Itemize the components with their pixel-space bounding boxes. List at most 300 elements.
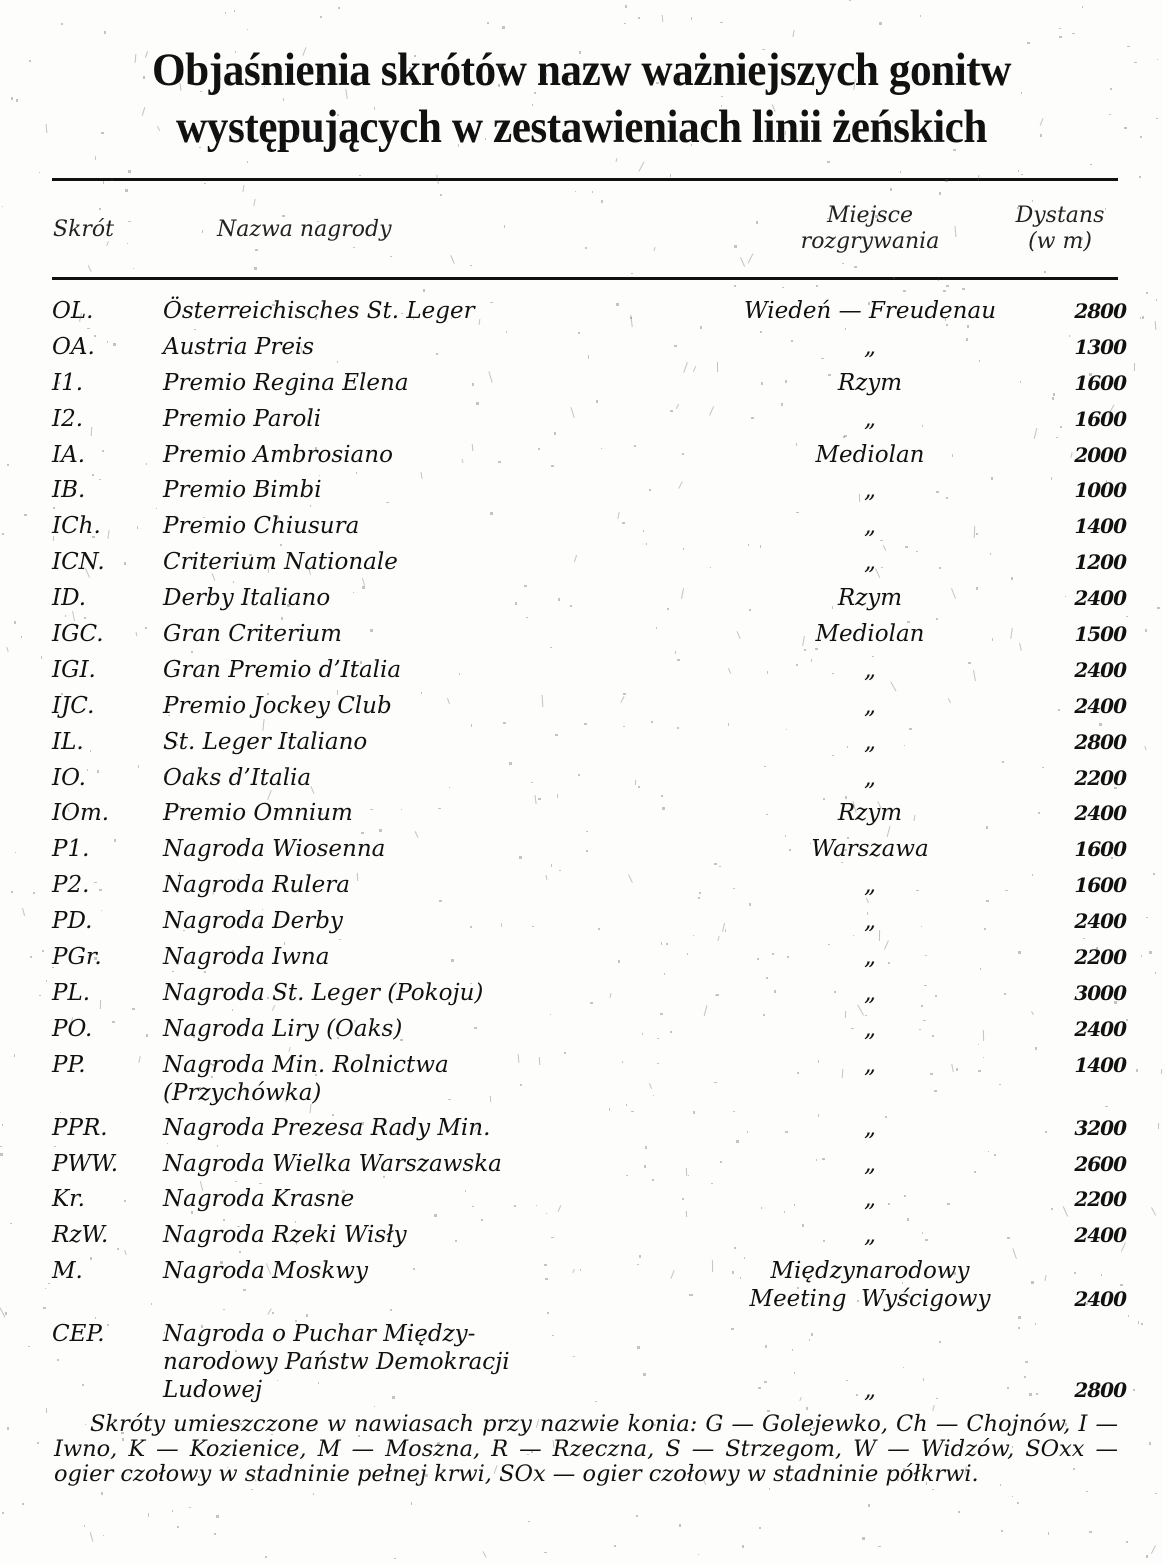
speck bbox=[952, 454, 953, 456]
speck bbox=[980, 968, 981, 970]
row-abbreviation: IB. bbox=[52, 477, 86, 504]
speck bbox=[386, 502, 389, 503]
speck bbox=[939, 192, 941, 195]
speck bbox=[637, 1346, 640, 1349]
speck bbox=[618, 960, 619, 963]
speck bbox=[95, 1317, 97, 1319]
prize-name-line: Gran Premio d’Italia bbox=[163, 656, 402, 683]
table-row bbox=[0, 1114, 1163, 1150]
speck bbox=[802, 1224, 804, 1227]
speck bbox=[102, 450, 104, 453]
speck bbox=[383, 1176, 386, 1178]
speck bbox=[320, 16, 321, 17]
speck bbox=[287, 604, 289, 606]
speck bbox=[811, 1333, 813, 1336]
speck bbox=[782, 1426, 783, 1427]
speck bbox=[1025, 1361, 1027, 1363]
row-distance: 2800 bbox=[1074, 299, 1126, 323]
speck bbox=[164, 774, 167, 776]
speck bbox=[900, 171, 901, 173]
speck bbox=[698, 1554, 699, 1555]
speck bbox=[138, 765, 139, 768]
speck bbox=[670, 1031, 672, 1033]
speck bbox=[1017, 1502, 1019, 1504]
speck bbox=[1105, 1106, 1108, 1108]
table-row bbox=[0, 1320, 1163, 1406]
table-row bbox=[0, 441, 1163, 477]
speck bbox=[1128, 1315, 1129, 1317]
speck bbox=[337, 1037, 339, 1039]
speck bbox=[132, 1008, 135, 1010]
row-abbreviation: ICN. bbox=[52, 549, 105, 576]
speck bbox=[39, 995, 41, 996]
speck bbox=[907, 621, 910, 623]
speck bbox=[1044, 271, 1045, 274]
venue-line: „ bbox=[864, 979, 876, 1006]
speck bbox=[670, 174, 672, 177]
speck bbox=[849, 0, 851, 1]
speck bbox=[1160, 1069, 1162, 1074]
speck bbox=[459, 673, 460, 676]
row-distance: 1600 bbox=[1074, 873, 1126, 898]
speck bbox=[458, 144, 459, 147]
speck bbox=[1085, 1303, 1088, 1305]
speck bbox=[92, 474, 94, 476]
table-top-rule bbox=[52, 178, 1118, 181]
speck bbox=[1158, 1123, 1159, 1129]
speck bbox=[1156, 299, 1158, 301]
speck bbox=[296, 135, 298, 137]
speck bbox=[1059, 36, 1062, 39]
speck bbox=[46, 980, 47, 983]
row-abbreviation: IOm. bbox=[52, 800, 110, 827]
speck bbox=[245, 1089, 247, 1092]
prize-name-line: Nagroda Rzeki Wisły bbox=[163, 1222, 407, 1249]
table-row bbox=[0, 1257, 1163, 1320]
row-distance: 1600 bbox=[1074, 370, 1126, 395]
speck bbox=[448, 1099, 451, 1100]
speck bbox=[545, 73, 547, 76]
venue-line: „ bbox=[864, 656, 876, 683]
venue-line: „ bbox=[864, 549, 876, 576]
speck bbox=[547, 1312, 549, 1315]
table-row bbox=[0, 692, 1163, 728]
speck bbox=[1139, 176, 1141, 178]
speck bbox=[785, 835, 786, 837]
row-abbreviation: I1. bbox=[52, 369, 84, 396]
speck bbox=[622, 522, 625, 524]
speck bbox=[221, 1126, 222, 1127]
speck bbox=[813, 1427, 816, 1429]
row-prize-name bbox=[163, 871, 350, 899]
row-prize-name bbox=[163, 692, 392, 720]
speck bbox=[878, 930, 879, 941]
speck bbox=[711, 1183, 714, 1184]
speck bbox=[10, 1223, 11, 1225]
table-row bbox=[0, 1150, 1163, 1186]
speck bbox=[211, 1076, 213, 1078]
speck bbox=[30, 956, 32, 959]
speck bbox=[284, 942, 285, 945]
speck bbox=[504, 225, 505, 228]
speck bbox=[1081, 237, 1083, 240]
prize-name-line: Nagroda Moskwy bbox=[163, 1258, 368, 1285]
speck bbox=[267, 997, 269, 999]
speck bbox=[656, 627, 657, 629]
speck bbox=[623, 726, 625, 727]
prize-name-line: Criterium Nationale bbox=[163, 549, 398, 576]
title-line-2: występujących w zestawieniach linii żeńskich bbox=[176, 101, 987, 153]
speck bbox=[124, 562, 126, 565]
speck bbox=[321, 813, 323, 815]
speck bbox=[283, 98, 284, 101]
row-venue bbox=[700, 1150, 1040, 1178]
venue-line: „ bbox=[864, 1377, 876, 1404]
speck bbox=[749, 609, 751, 611]
speck bbox=[1000, 1484, 1001, 1486]
speck bbox=[1093, 672, 1095, 674]
speck bbox=[764, 766, 765, 768]
speck bbox=[111, 180, 113, 181]
prize-name-line: Nagroda Derby bbox=[163, 908, 343, 935]
speck bbox=[94, 335, 96, 338]
row-abbreviation: CEP. bbox=[52, 1321, 105, 1348]
speck bbox=[361, 1122, 364, 1125]
speck bbox=[616, 158, 618, 162]
speck bbox=[16, 99, 18, 102]
speck bbox=[579, 51, 580, 54]
speck bbox=[415, 139, 416, 141]
speck bbox=[407, 1126, 409, 1127]
speck bbox=[766, 977, 768, 979]
speck bbox=[1074, 1272, 1076, 1274]
speck bbox=[661, 795, 663, 797]
speck bbox=[1011, 577, 1013, 580]
speck bbox=[1005, 890, 1008, 891]
speck bbox=[654, 1424, 656, 1427]
row-prize-name bbox=[163, 1051, 449, 1107]
speck bbox=[1114, 787, 1117, 789]
speck bbox=[791, 340, 793, 342]
row-prize-name bbox=[163, 405, 321, 433]
speck bbox=[921, 1005, 923, 1008]
speck bbox=[235, 1350, 237, 1352]
speck bbox=[938, 279, 939, 281]
row-distance: 3200 bbox=[1074, 1115, 1126, 1140]
speck bbox=[133, 268, 134, 269]
speck bbox=[239, 1423, 242, 1424]
speck bbox=[97, 770, 99, 773]
speck bbox=[575, 191, 576, 192]
speck bbox=[868, 1504, 870, 1507]
speck bbox=[544, 1264, 546, 1266]
table-row bbox=[0, 979, 1163, 1015]
speck bbox=[986, 900, 989, 902]
table-row bbox=[0, 799, 1163, 835]
speck bbox=[1001, 1429, 1003, 1432]
speck bbox=[225, 12, 226, 13]
row-distance: 3000 bbox=[1074, 980, 1126, 1005]
prize-name-line: Nagroda Krasne bbox=[163, 1186, 355, 1213]
speck bbox=[362, 586, 364, 589]
row-venue bbox=[700, 1015, 1040, 1043]
speck bbox=[902, 1282, 903, 1284]
speck bbox=[99, 208, 101, 210]
speck bbox=[423, 289, 425, 292]
speck bbox=[728, 723, 729, 726]
speck bbox=[206, 1380, 208, 1381]
speck bbox=[7, 1427, 9, 1430]
speck bbox=[455, 1240, 457, 1243]
speck bbox=[247, 161, 249, 164]
row-distance: 1500 bbox=[1074, 622, 1126, 647]
speck bbox=[625, 5, 627, 8]
speck bbox=[890, 188, 892, 191]
table-row bbox=[0, 333, 1163, 369]
speck bbox=[623, 693, 626, 695]
speck bbox=[113, 343, 116, 345]
speck bbox=[626, 1104, 627, 1107]
row-distance: 2400 bbox=[1074, 1016, 1126, 1041]
page-title bbox=[47, 42, 1117, 156]
speck bbox=[586, 831, 588, 833]
speck bbox=[816, 1159, 817, 1161]
speck bbox=[616, 303, 619, 306]
speck bbox=[84, 1525, 85, 1528]
speck bbox=[725, 929, 727, 932]
speck bbox=[749, 903, 752, 906]
speck bbox=[99, 889, 102, 891]
speck bbox=[687, 953, 688, 955]
row-abbreviation: IA. bbox=[52, 441, 86, 468]
speck bbox=[445, 311, 447, 314]
venue-line: Międzynarodowy bbox=[770, 1258, 970, 1285]
speck bbox=[297, 960, 299, 962]
speck bbox=[122, 1438, 124, 1441]
speck bbox=[1133, 1389, 1135, 1391]
speck bbox=[527, 1454, 529, 1455]
speck bbox=[867, 961, 868, 962]
header-prize-name: Nazwa nagrody bbox=[217, 217, 392, 242]
speck bbox=[904, 1195, 906, 1198]
row-abbreviation: P2. bbox=[52, 872, 90, 899]
venue-line: „ bbox=[864, 1186, 876, 1213]
speck bbox=[748, 544, 750, 546]
speck bbox=[693, 935, 694, 936]
speck bbox=[1065, 1423, 1067, 1426]
speck bbox=[1048, 1532, 1049, 1534]
speck bbox=[638, 17, 640, 19]
speck bbox=[691, 17, 692, 20]
row-prize-name bbox=[163, 441, 393, 469]
speck bbox=[449, 787, 450, 789]
speck bbox=[580, 1269, 581, 1271]
speck bbox=[586, 850, 588, 852]
speck bbox=[936, 491, 939, 493]
row-abbreviation: PPR. bbox=[52, 1114, 108, 1141]
prize-name-line: Nagroda Prezesa Rady Min. bbox=[163, 1114, 491, 1141]
row-venue bbox=[700, 333, 1040, 361]
speck bbox=[1073, 999, 1076, 1000]
speck bbox=[1042, 767, 1043, 768]
speck bbox=[95, 156, 96, 160]
header-distance-line-1: Dystans bbox=[1015, 203, 1105, 228]
speck bbox=[821, 358, 823, 360]
speck bbox=[584, 723, 587, 725]
table-row bbox=[0, 1185, 1163, 1221]
speck bbox=[498, 461, 501, 463]
speck bbox=[1032, 200, 1033, 203]
speck bbox=[857, 1300, 859, 1303]
speck bbox=[183, 930, 185, 931]
speck bbox=[635, 780, 636, 785]
speck bbox=[744, 1257, 745, 1259]
speck bbox=[828, 944, 831, 945]
speck bbox=[1012, 1446, 1014, 1448]
speck bbox=[670, 410, 673, 412]
speck bbox=[555, 734, 558, 735]
speck bbox=[249, 554, 252, 556]
speck bbox=[1012, 1496, 1014, 1497]
row-distance: 2200 bbox=[1074, 945, 1126, 970]
speck bbox=[614, 1545, 616, 1547]
speck bbox=[11, 97, 13, 100]
speck bbox=[551, 1237, 554, 1238]
speck bbox=[0, 1153, 3, 1156]
row-prize-name bbox=[163, 656, 401, 684]
row-distance: 2800 bbox=[1074, 729, 1126, 754]
speck bbox=[1151, 1545, 1156, 1553]
speck bbox=[1018, 1316, 1021, 1319]
speck bbox=[1126, 1541, 1128, 1543]
speck bbox=[1038, 812, 1041, 814]
speck bbox=[394, 1558, 395, 1559]
speck bbox=[434, 1214, 437, 1217]
speck bbox=[5, 1312, 7, 1315]
speck bbox=[245, 1130, 247, 1131]
speck bbox=[318, 75, 321, 77]
speck bbox=[1113, 383, 1115, 384]
speck bbox=[1090, 1158, 1091, 1161]
speck bbox=[179, 122, 182, 123]
speck bbox=[199, 147, 201, 148]
speck bbox=[531, 782, 533, 784]
speck bbox=[41, 656, 42, 659]
speck bbox=[797, 1072, 798, 1074]
speck bbox=[1021, 174, 1024, 175]
speck bbox=[240, 997, 241, 999]
row-venue bbox=[700, 1051, 1040, 1079]
speck bbox=[1017, 207, 1019, 209]
speck bbox=[881, 567, 884, 568]
speck bbox=[1018, 170, 1019, 173]
speck bbox=[651, 721, 653, 723]
row-venue bbox=[700, 620, 1040, 648]
speck bbox=[941, 1302, 943, 1303]
row-distance: 1000 bbox=[1074, 478, 1126, 503]
speck bbox=[358, 1435, 360, 1437]
row-prize-name bbox=[163, 1257, 368, 1285]
speck bbox=[470, 983, 471, 985]
speck bbox=[953, 1295, 954, 1297]
speck bbox=[191, 651, 193, 652]
speck bbox=[220, 1261, 223, 1264]
speck bbox=[235, 51, 236, 53]
speck bbox=[1052, 397, 1054, 400]
speck bbox=[923, 1378, 924, 1381]
venue-line: Mediolan bbox=[815, 441, 925, 468]
speck bbox=[731, 1328, 734, 1330]
speck bbox=[7, 464, 10, 466]
speck bbox=[390, 1134, 392, 1135]
speck bbox=[107, 341, 109, 343]
speck bbox=[653, 1095, 654, 1096]
speck bbox=[682, 453, 683, 455]
speck bbox=[1051, 1208, 1053, 1210]
speck bbox=[39, 172, 40, 173]
speck bbox=[451, 959, 454, 962]
row-prize-name bbox=[163, 764, 311, 792]
speck bbox=[936, 618, 939, 620]
speck bbox=[53, 507, 55, 509]
speck bbox=[699, 892, 701, 894]
row-prize-name bbox=[163, 943, 329, 971]
speck bbox=[337, 114, 339, 116]
speck bbox=[769, 1488, 770, 1489]
speck bbox=[1111, 1231, 1112, 1232]
speck bbox=[524, 585, 526, 587]
speck bbox=[679, 1524, 681, 1527]
speck bbox=[546, 1213, 547, 1214]
speck bbox=[227, 1467, 228, 1468]
speck bbox=[784, 1211, 786, 1213]
row-abbreviation: OA. bbox=[52, 333, 95, 360]
row-venue bbox=[700, 943, 1040, 971]
prize-name-line: (Przychówka) bbox=[163, 1079, 322, 1106]
venue-line: „ bbox=[864, 1015, 876, 1042]
speck bbox=[736, 1140, 739, 1143]
row-abbreviation: PO. bbox=[52, 1015, 93, 1042]
venue-line: „ bbox=[864, 1222, 876, 1249]
speck bbox=[763, 1014, 765, 1016]
speck bbox=[781, 403, 783, 406]
speck bbox=[440, 194, 442, 196]
venue-line: Rzym bbox=[837, 585, 903, 612]
speck bbox=[943, 290, 946, 292]
speck bbox=[92, 536, 95, 538]
speck bbox=[251, 1489, 253, 1491]
speck bbox=[1027, 42, 1029, 44]
speck bbox=[1007, 1237, 1009, 1240]
row-venue bbox=[700, 692, 1040, 720]
speck bbox=[922, 425, 923, 427]
speck bbox=[352, 697, 354, 698]
venue-line: Warszawa bbox=[811, 836, 929, 863]
speck bbox=[169, 986, 171, 991]
speck bbox=[0, 1146, 2, 1147]
speck bbox=[313, 1493, 314, 1495]
row-prize-name bbox=[163, 333, 314, 361]
speck bbox=[392, 1396, 395, 1399]
speck bbox=[127, 243, 128, 244]
speck bbox=[24, 514, 26, 517]
speck bbox=[1100, 675, 1102, 677]
prize-name-line: Gran Criterium bbox=[163, 621, 342, 648]
speck bbox=[968, 662, 971, 664]
speck bbox=[186, 1197, 189, 1198]
speck bbox=[1032, 874, 1034, 876]
speck bbox=[1157, 607, 1159, 608]
